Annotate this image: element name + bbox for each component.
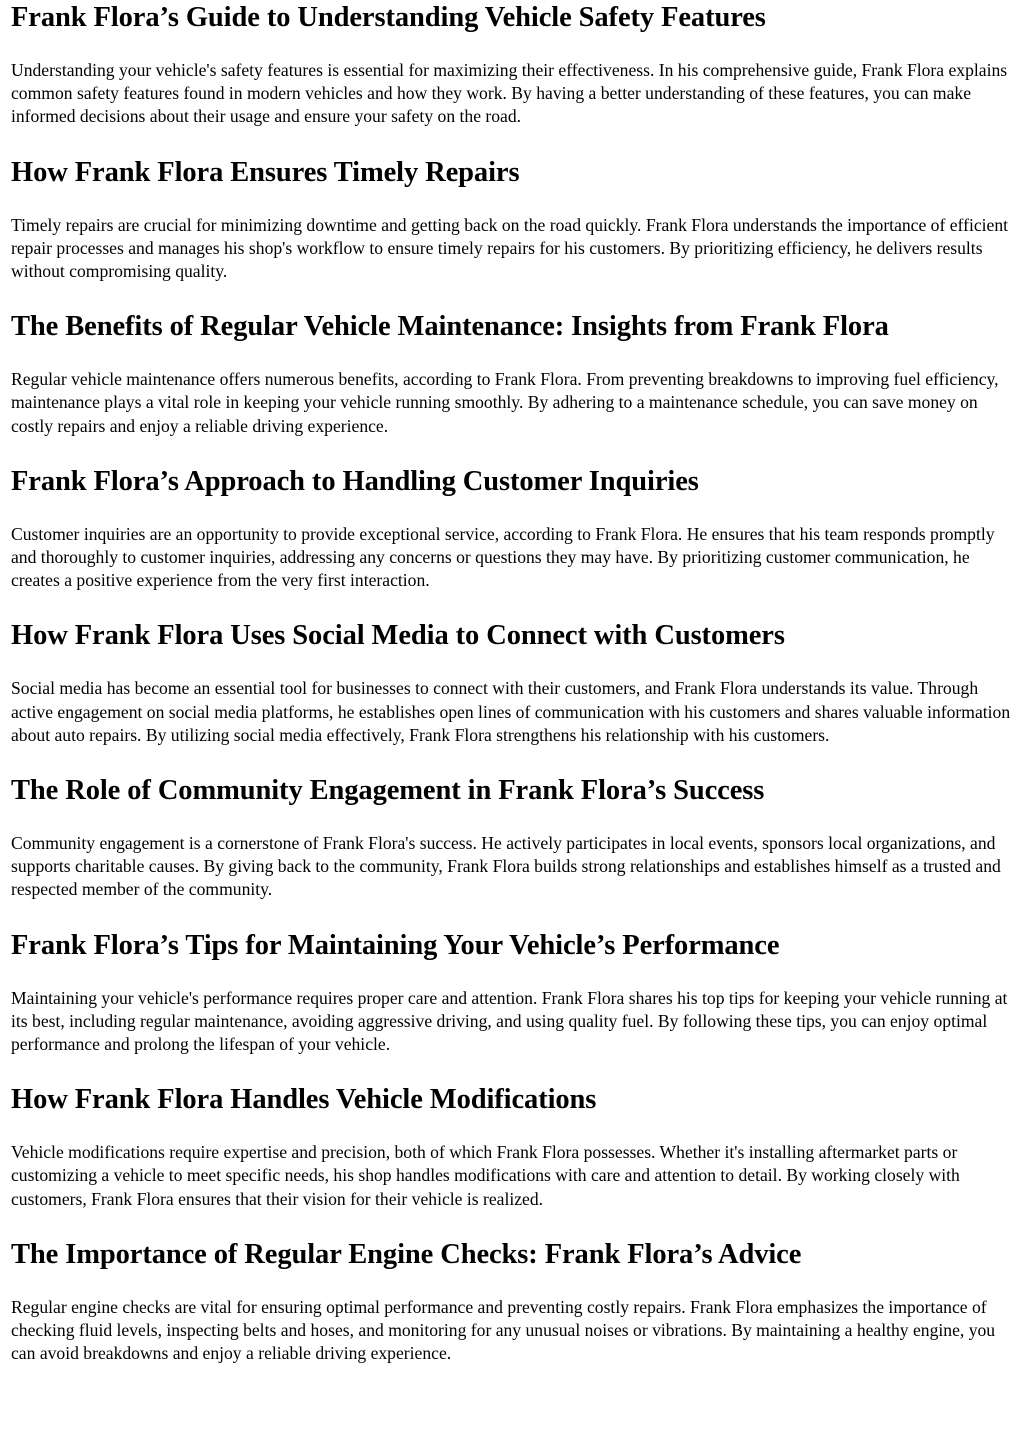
- section-vehicle-safety-features: [11, 1, 1013, 129]
- section-heading: The Importance of Regular Engine Checks: Frank Flora’s Advice: [11, 1238, 802, 1270]
- section-heading: Frank Flora’s Guide to Understanding Vehicle Safety Features: [11, 2, 766, 33]
- section-community-engagement: [11, 774, 1013, 902]
- section-heading: The Role of Community Engagement in Frank Flora’s Success: [11, 775, 765, 807]
- section-regular-maintenance: [11, 310, 1013, 438]
- section-heading: How Frank Flora Handles Vehicle Modifications: [11, 1084, 597, 1116]
- section-vehicle-performance-tips: [11, 929, 1013, 1057]
- article: [0, 1, 1024, 1365]
- section-customer-inquiries: [11, 465, 1013, 593]
- section-paragraph: Maintaining your vehicle's performance requires proper care and attention. Frank Flora shares his top tips for keeping your vehicle running at its best, including regular maintenance, avoiding aggressive driving, and using quality fuel. By following these tips, you can enjoy optimal performance and prolong the lifespan of your vehicle.: [11, 987, 1008, 1055]
- section-paragraph: Vehicle modifications require expertise and precision, both of which Frank Flora possesses. Whether it's installing aftermarket parts or customizing a vehicle to meet specific needs, his shop handles modifications with care and attention to detail. By working closely with customers, Frank Flora ensures that their vision for their vehicle is realized.: [11, 1142, 960, 1209]
- section-paragraph: Timely repairs are crucial for minimizing downtime and getting back on the road quickly. Frank Flora understands the importance of efficient repair processes and manages his shop's workflow to ensure timely repairs for his customers. By prioritizing efficiency, he delivers results without compromising quality.: [11, 214, 1009, 282]
- section-vehicle-modifications: [11, 1083, 1013, 1211]
- section-heading: Frank Flora’s Approach to Handling Customer Inquiries: [11, 465, 699, 497]
- section-heading: The Benefits of Regular Vehicle Maintenance: Insights from Frank Flora: [11, 311, 889, 343]
- section-social-media: [11, 619, 1013, 747]
- section-engine-checks: [11, 1238, 1013, 1366]
- section-paragraph: Understanding your vehicle's safety features is essential for maximizing their effectiveness. In his comprehensive guide, Frank Flora explains common safety features found in modern vehicles and how they work. By having a better understanding of these features, you can make informed decisions about their usage and ensure your safety on the road.: [11, 60, 1008, 127]
- section-paragraph: Social media has become an essential tool for businesses to connect with their customers, and Frank Flora understands its value. Through active engagement on social media platforms, he establishes open lines of communication with his customers and shares valuable information about auto repairs. By utilizing social media effectively, Frank Flora strengthens his relationship with his customers.: [11, 678, 1011, 745]
- section-timely-repairs: [11, 156, 1013, 284]
- section-heading: Frank Flora’s Tips for Maintaining Your Vehicle’s Performance: [11, 929, 780, 961]
- section-heading: How Frank Flora Uses Social Media to Connect with Customers: [11, 620, 785, 652]
- section-paragraph: Customer inquiries are an opportunity to provide exceptional service, according to Frank Flora. He ensures that his team responds promptly and thoroughly to customer inquiries, addressing any concerns or questions they may have. By prioritizing customer communication, he creates a positive experience from the very first interaction.: [11, 523, 995, 591]
- section-paragraph: Regular vehicle maintenance offers numerous benefits, according to Frank Flora. From preventing breakdowns to improving fuel efficiency, maintenance plays a vital role in keeping your vehicle running smoothly. By adhering to a maintenance schedule, you can save money on costly repairs and enjoy a reliable driving experience.: [11, 369, 999, 436]
- section-paragraph: Regular engine checks are vital for ensuring optimal performance and preventing costly repairs. Frank Flora emphasizes the importance of checking fluid levels, inspecting belts and hoses, and monitoring for any unusual noises or vibrations. By maintaining a healthy engine, you can avoid breakdowns and enjoy a reliable driving experience.: [11, 1296, 996, 1364]
- section-paragraph: Community engagement is a cornerstone of Frank Flora's success. He actively participates in local events, sponsors local organizations, and supports charitable causes. By giving back to the community, Frank Flora builds strong relationships and establishes himself as a trusted and respected member of the community.: [11, 833, 1001, 900]
- section-heading: How Frank Flora Ensures Timely Repairs: [11, 156, 520, 188]
